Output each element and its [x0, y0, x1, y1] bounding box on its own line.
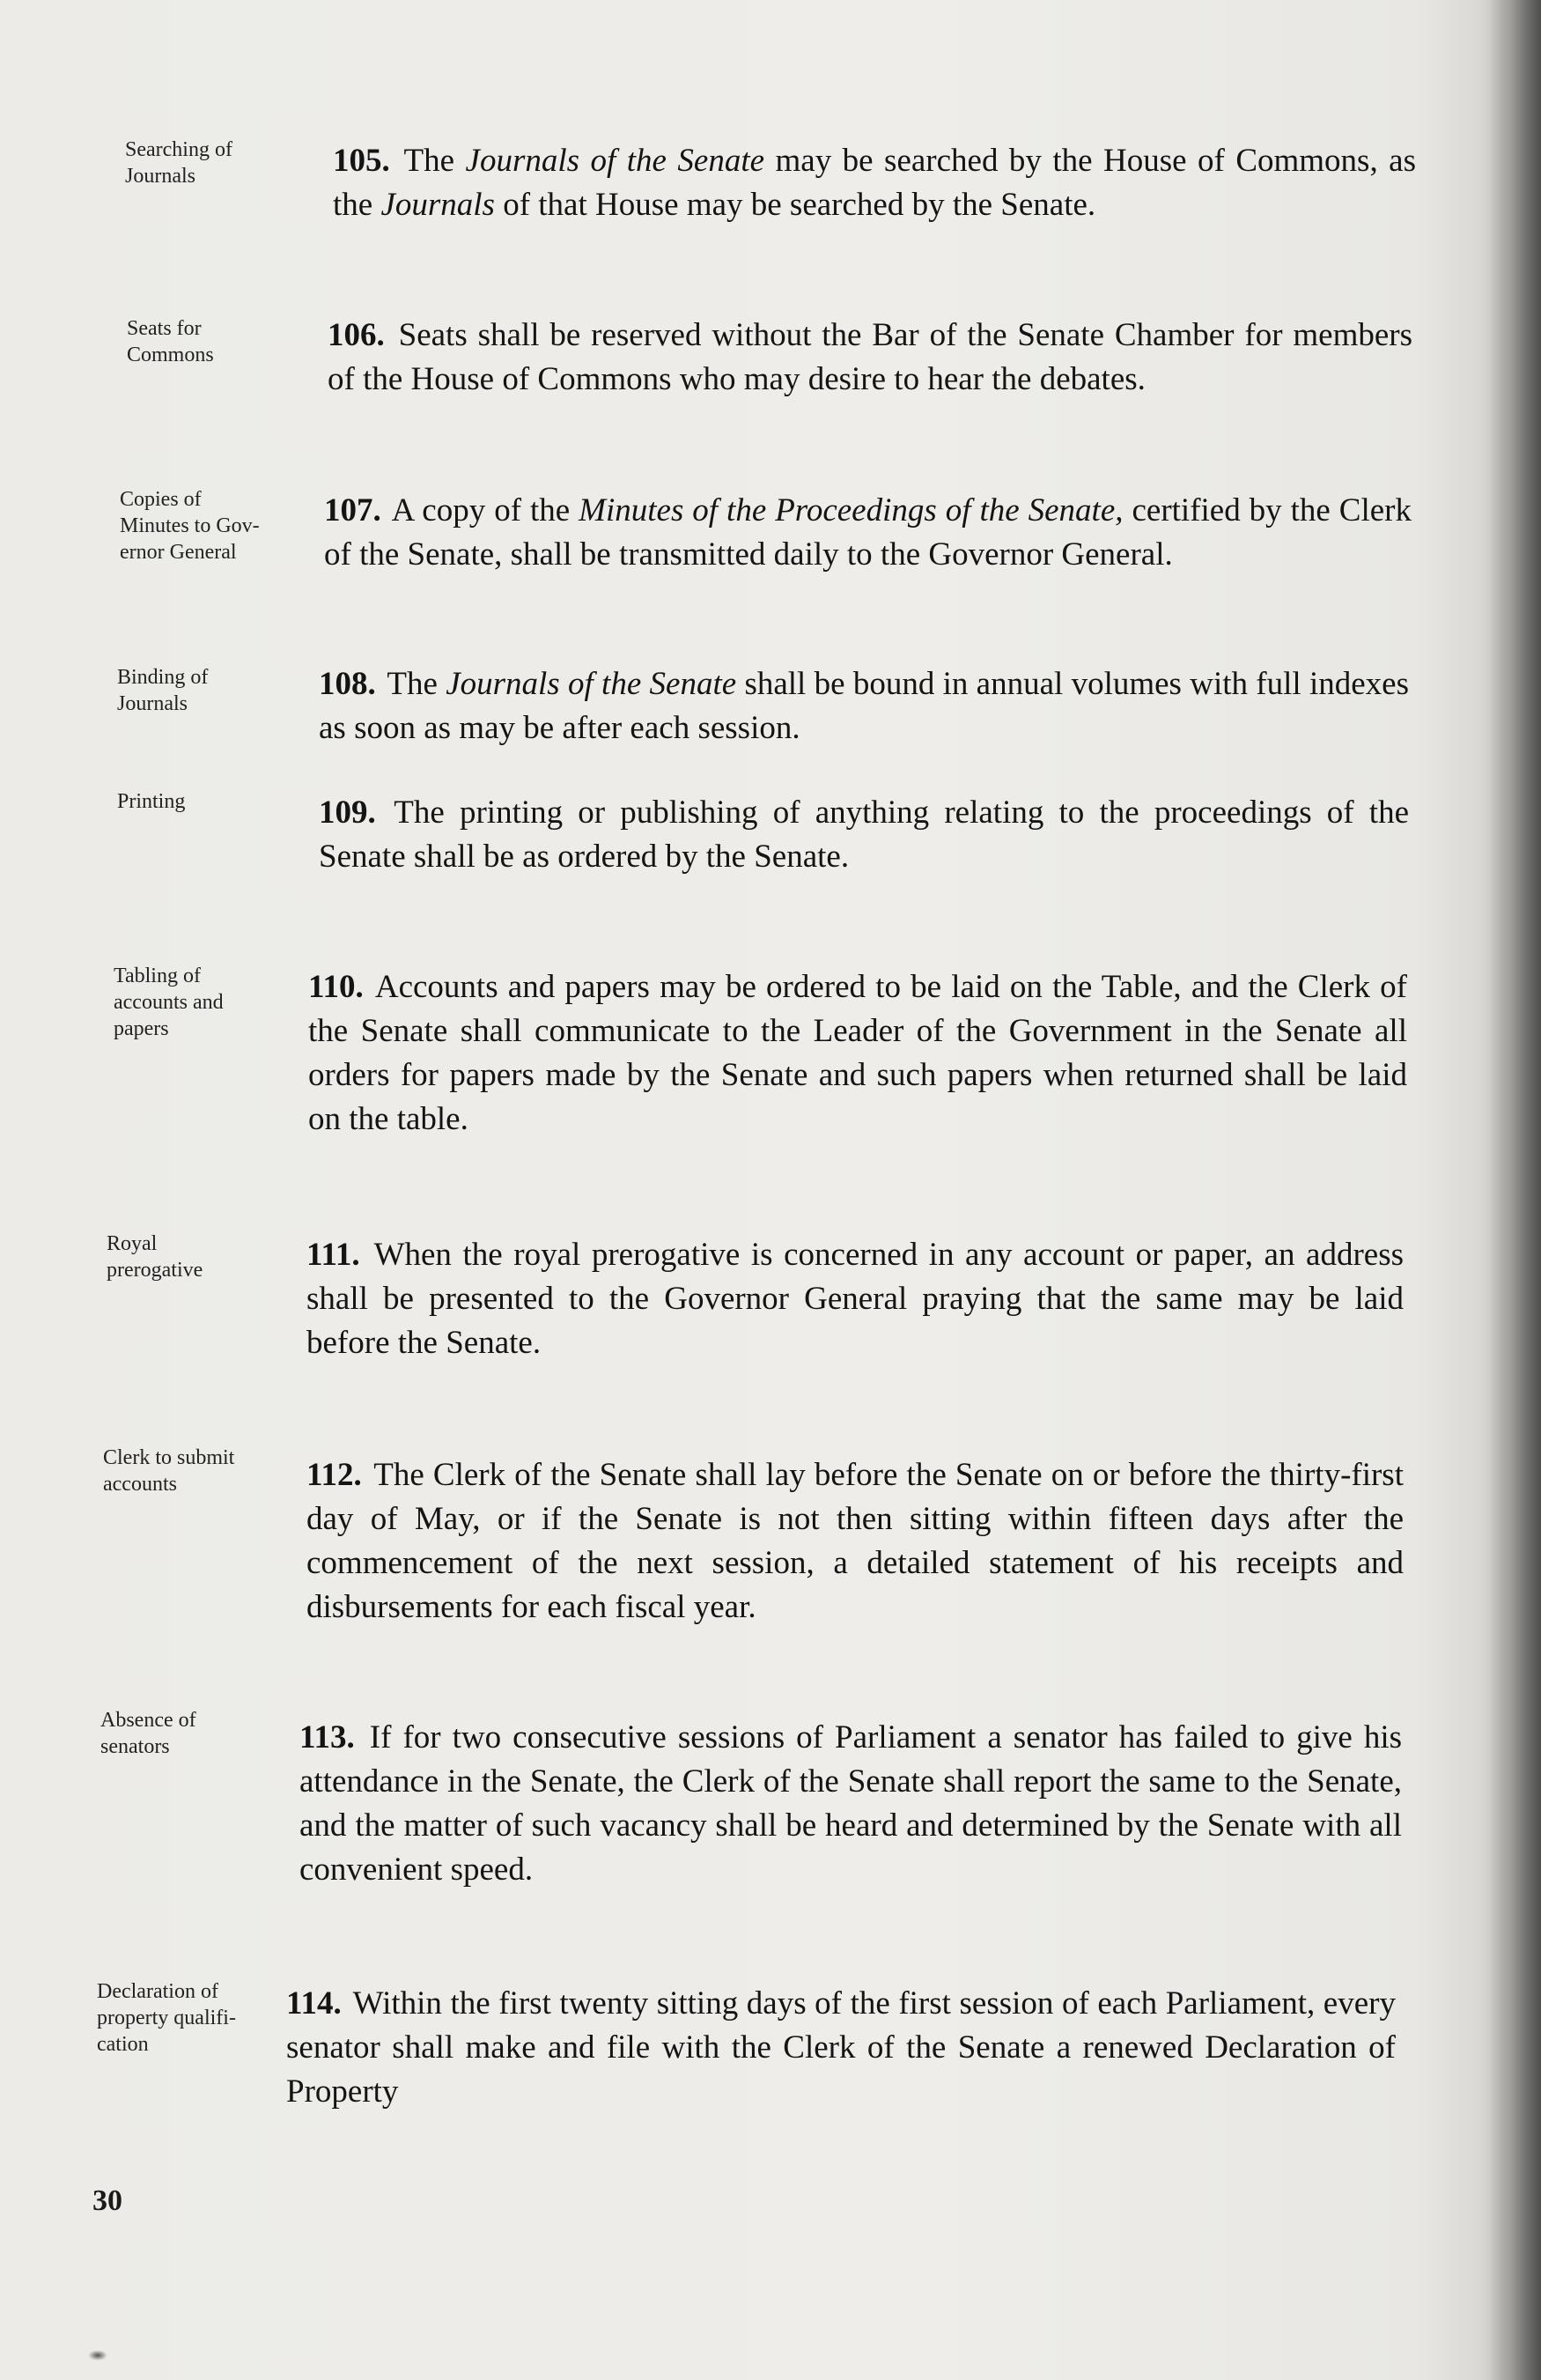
rule-text: 111. When the royal prerogative is concerned in any account or paper, an address shall be presented to the Governor General praying that the same may be laid before the Senate.: [306, 1237, 1404, 1361]
rule-text: 107. A copy of the Minutes of the Proceedings of the Senate, certified by the Clerk of the Senate, shall be transmitted daily to the Governor General.: [324, 492, 1412, 573]
rule-number: 105.: [333, 143, 390, 179]
rule-number: 112.: [306, 1457, 362, 1493]
rule-number: 110.: [308, 969, 364, 1005]
margin-note: Declaration of property qualifi- cation: [97, 1980, 236, 2056]
rule-text: 113. If for two consecutive sessions of Parliament a senator has failed to give his attendance in the Senate, the Clerk of the Senate shall report the same to the Senate, and the matter of such vacancy shall be heard and determined by the Senate with all convenient speed.: [299, 1719, 1403, 1888]
margin-note: Binding of Journals: [117, 666, 209, 715]
page-number: 30: [92, 2184, 122, 2217]
margin-note: Tabling of accounts and papers: [114, 965, 224, 1040]
rule-number: 106.: [328, 317, 385, 353]
rule-text: 109. The printing or publishing of anything relating to the proceedings of the Senate shall be as ordered by the Senate.: [319, 795, 1409, 875]
margin-note: Absence of senators: [100, 1709, 196, 1758]
rule-number: 107.: [324, 492, 381, 528]
margin-note: Royal prerogative: [107, 1232, 203, 1282]
rule-number: 113.: [299, 1719, 355, 1755]
page-edge-shadow: [1488, 0, 1541, 2380]
margin-note: Printing: [117, 790, 186, 813]
rule-text: 112. The Clerk of the Senate shall lay before the Senate on or before the thirty-first day of May, or if the Senate is not then sitting within fifteen days after the commencement of the next session, a detailed statement of his receipts and disbursements for each fiscal year.: [306, 1457, 1404, 1625]
rule-text: 108. The Journals of the Senate shall be bound in annual volumes with full indexes as soon as may be after each session.: [319, 666, 1409, 746]
margin-note: Searching of Journals: [125, 138, 232, 188]
rule-text: 114. Within the first twenty sitting days of the first session of each Parliament, every senator shall make and file with the Clerk of the Senate a renewed Declaration of Property: [286, 1985, 1396, 2110]
rule-text: 105. The Journals of the Senate may be searched by the House of Commons, as the Journals of that House may be searched by the Senate.: [333, 143, 1416, 223]
rule-number: 109.: [319, 795, 376, 831]
margin-note: Clerk to submit accounts: [103, 1446, 235, 1496]
rule-number: 108.: [319, 666, 376, 702]
rule-number: 111.: [306, 1237, 360, 1273]
margin-note: Copies of Minutes to Gov- ernor General: [120, 488, 260, 564]
rule-text: 110. Accounts and papers may be ordered to be laid on the Table, and the Clerk of the Senate shall communicate to the Leader of the Government in the Senate all orders for papers made by the Senate and such papers when returned shall be laid on the table.: [308, 969, 1407, 1137]
margin-note: Seats for Commons: [127, 317, 214, 366]
rule-number: 114.: [286, 1985, 342, 2022]
ink-smudge: [88, 2350, 107, 2361]
rule-text: 106. Seats shall be reserved without the Bar of the Senate Chamber for members of the House of Commons who may desire to hear the debates.: [328, 317, 1413, 397]
